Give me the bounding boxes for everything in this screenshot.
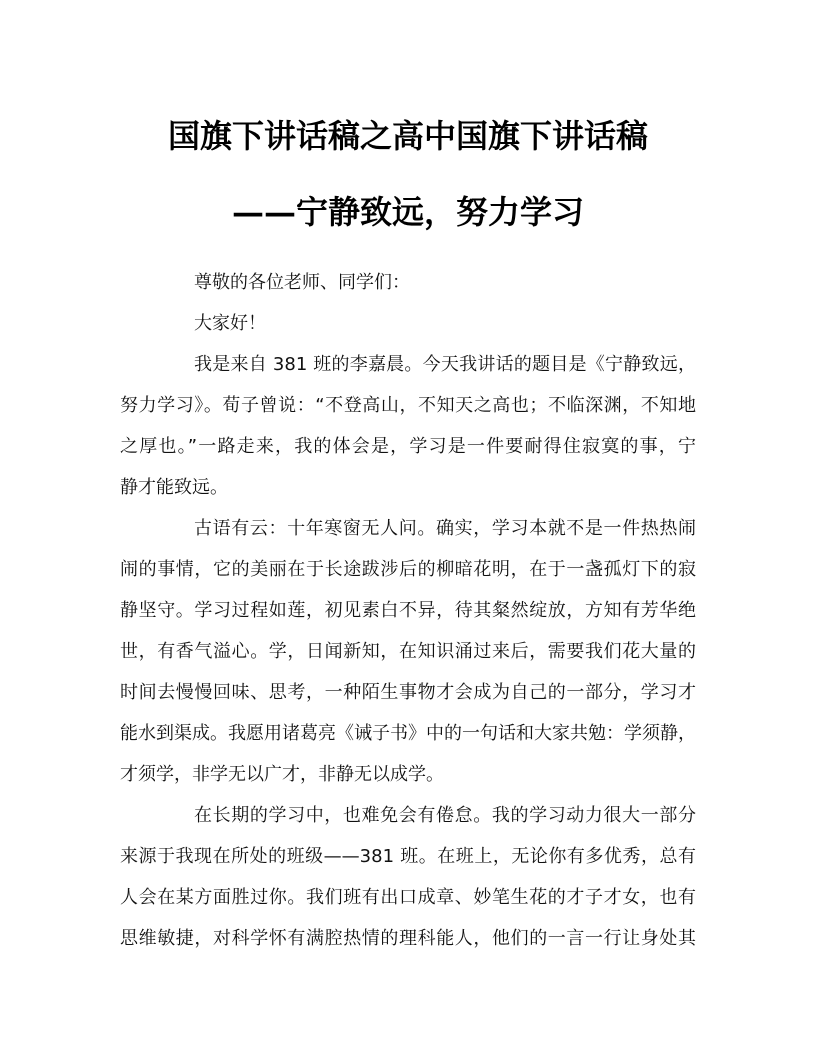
text-line: 闹的事情，它的美丽在于长途跋涉后的柳暗花明，在于一盏孤灯下的寂 (120, 559, 696, 580)
text-line: 人会在某方面胜过你。我们班有出口成章、妙笔生花的才子才女，也有 (120, 887, 696, 908)
text-line: 来源于我现在所处的班级——381 班。在班上，无论你有多优秀，总有 (120, 846, 696, 867)
text-line: 古语有云：十年寒窗无人问。确实，学习本就不是一件热热闹 (194, 518, 696, 539)
text-line: 大家好！ (194, 313, 266, 334)
text-line: 时间去慢慢回味、思考，一种陌生事物才会成为自己的一部分，学习才 (120, 682, 696, 703)
text-line: 在长期的学习中，也难免会有倦怠。我的学习动力很大一部分 (194, 805, 696, 826)
text-line: 世，有香气溢心。学，日闻新知，在知识涌过来后，需要我们花大量的 (120, 641, 696, 662)
title-line-2: ——宁静致远，努力学习 (231, 193, 584, 231)
document-body (120, 262, 696, 959)
text-line: 之厚也。”一路走来，我的体会是，学习是一件要耐得住寂寞的事，宁 (120, 436, 696, 457)
text-line: 静才能致远。 (120, 477, 228, 498)
paragraph-introduction (120, 344, 696, 508)
document-title (120, 108, 696, 260)
paragraph-salutation (120, 262, 696, 303)
text-line: 思维敏捷，对科学怀有满腔热情的理科能人，他们的一言一行让身处其 (120, 928, 696, 949)
paragraph-ancient-saying (120, 508, 696, 795)
text-line: 努力学习》。荀子曾说：“不登高山，不知天之高也；不临深渊，不知地 (120, 395, 696, 416)
text-line: 能水到渠成。我愿用诸葛亮《诫子书》中的一句话和大家共勉：学须静， (120, 723, 696, 744)
text-line: 静坚守。学习过程如莲，初见素白不异，待其粲然绽放，方知有芳华绝 (120, 600, 696, 621)
paragraph-class-motivation (120, 795, 696, 959)
text-line: 尊敬的各位老师、同学们： (194, 272, 410, 293)
text-line: 才须学，非学无以广才，非静无以成学。 (120, 764, 444, 785)
paragraph-greeting (120, 303, 696, 344)
title-line-1: 国旗下讲话稿之高中国旗下讲话稿 (167, 117, 648, 155)
text-line: 我是来自 381 班的李嘉晨。今天我讲话的题目是《宁静致远， (194, 354, 696, 375)
